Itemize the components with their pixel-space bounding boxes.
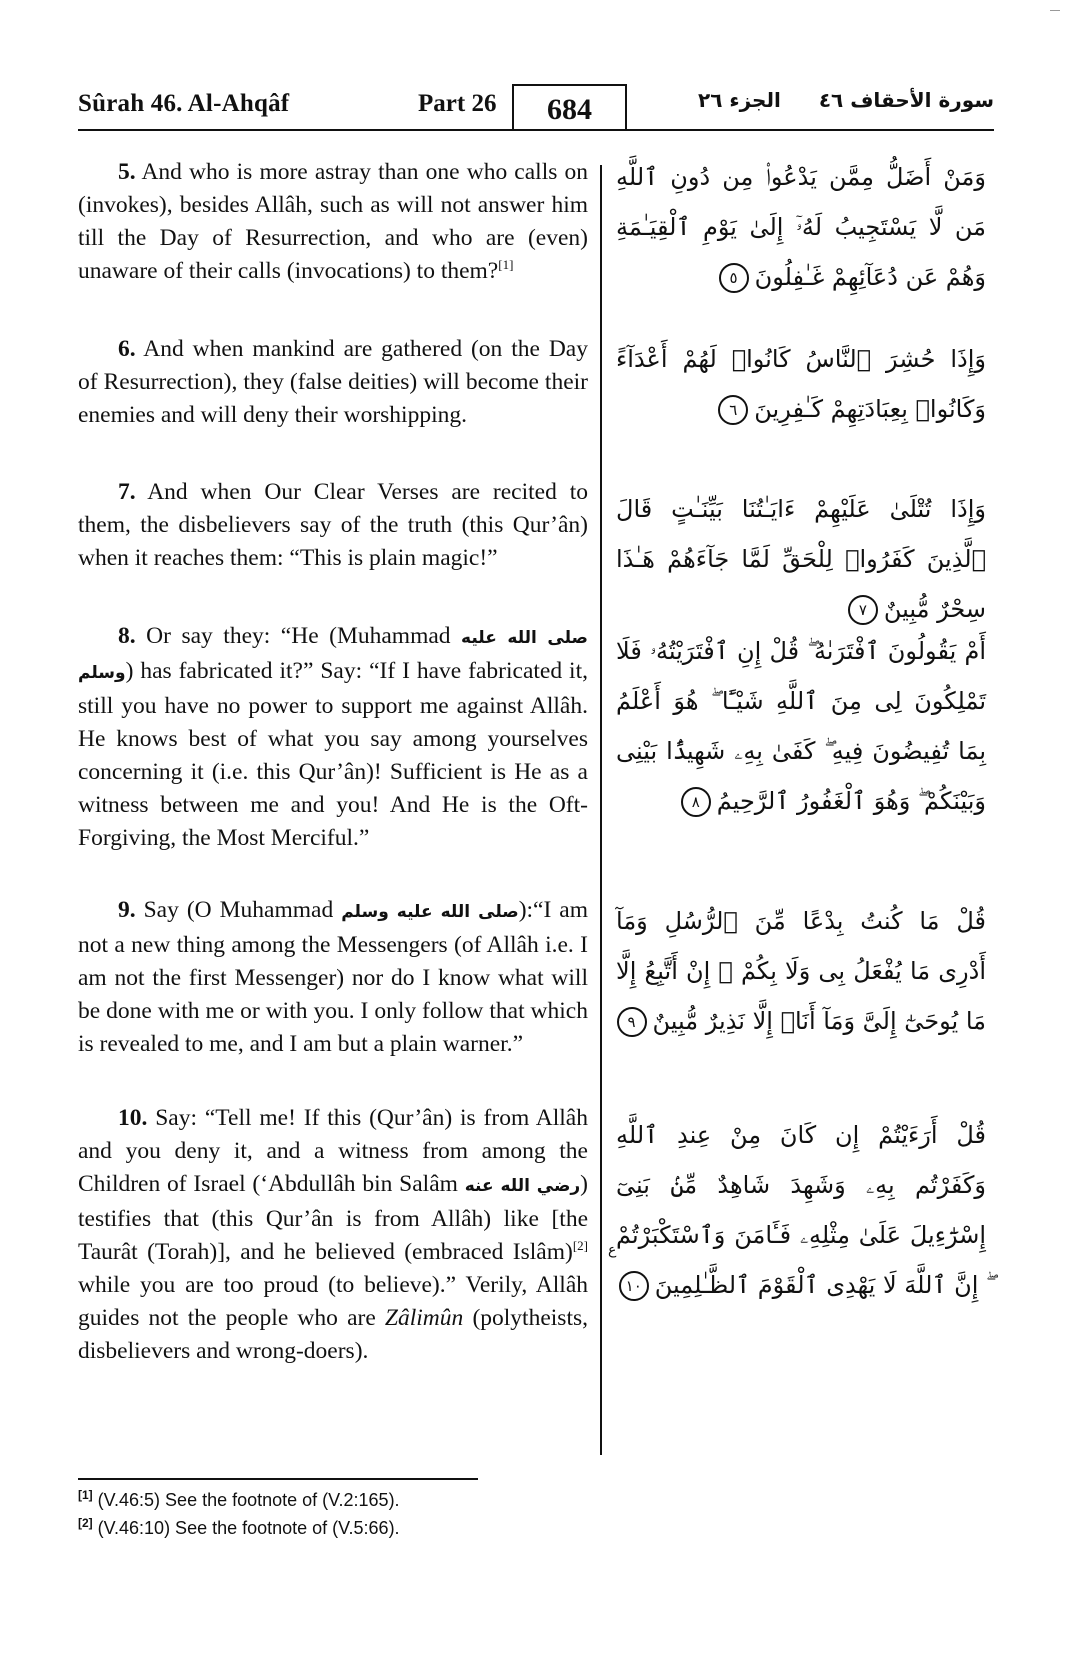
- surah-title-ar: سورة الأحقاف ٤٦: [818, 88, 994, 112]
- ayah-number-marker: ٦: [718, 395, 748, 425]
- verse-en-8: [78, 620, 588, 855]
- verse-en-6: [78, 333, 588, 432]
- footnote-text: (V.46:5) See the footnote of (V.2:165).: [92, 1490, 400, 1510]
- verse-text: ) testifies that (this Qur’ân is from Allâh) like [the Taurât (Torah)], and he believed (embraced Islâm): [78, 1171, 588, 1265]
- verse-text: (polytheists, disbelievers and wrong-doers).: [78, 1305, 588, 1364]
- footnote-marker: [1]: [78, 1488, 93, 1502]
- ayah-number-marker: ٨: [681, 787, 711, 817]
- verse-text: And when mankind are gathered (on the Day of Resurrection), they (false deities) will become their enemies and will deny their worshipping.: [78, 336, 588, 428]
- footnote-1: [78, 1488, 678, 1512]
- footnote-2: [78, 1516, 678, 1540]
- verse-text: Say: “Tell me! If this (Qur’ân) is from Allâh and you deny it, and a witness from among the Children of Israel (‘Abdullâh bin Salâm: [78, 1105, 588, 1197]
- verse-ar-9: [616, 896, 986, 1046]
- footnote-ref[interactable]: [2]: [572, 1238, 588, 1254]
- salutation: رضي الله عنه: [464, 1176, 581, 1196]
- verse-en-7: [78, 476, 588, 575]
- verse-text: And who is more astray than one who calls on (invokes), besides Allâh, such as will not answer him till the Day of Resurrection, and who are (even) unaware of their calls (invocations) to them?: [78, 159, 588, 284]
- arabic-text: قُلْ مَا كُنتُ بِدْعًا مِّنَ ٱلرُّسُلِ وَمَآ أَدْرِى مَا يُفْعَلُ بِى وَلَا بِكُمْ ۖ إِنْ أَتَّبِعُ إِلَّا مَا يُوحَىٰٓ إِلَىَّ وَمَآ أَنَا۠ إِلَّا نَذِيرٌ مُّبِينٌ: [616, 907, 986, 1035]
- arabic-text: وَإِذَا تُتْلَىٰ عَلَيْهِمْ ءَايَـٰتُنَا بَيِّنَـٰتٍ قَالَ ٱلَّذِينَ كَفَرُوا۟ لِلْحَقِّ لَمَّا جَآءَهُمْ هَـٰذَا سِحْرٌ مُّبِينٌ: [616, 495, 986, 623]
- part-label-en: Part 26: [418, 90, 497, 117]
- footnote-text: (V.46:10) See the footnote of (V.5:66).: [92, 1518, 400, 1538]
- verse-ar-5: [616, 152, 986, 302]
- surah-title-en: Sûrah 46. Al-Ahqâf: [78, 90, 290, 117]
- arabic-text: وَمَنْ أَضَلُّ مِمَّن يَدْعُوا۟ مِن دُونِ ٱللَّهِ مَن لَّا يَسْتَجِيبُ لَهُۥٓ إِلَىٰ يَوْمِ ٱلْقِيَـٰمَةِ وَهُمْ عَن دُعَآئِهِمْ غَـٰفِلُونَ: [616, 163, 986, 291]
- salutation: صلى الله عليه وسلم: [78, 628, 588, 683]
- arabic-text: أَمْ يَقُولُونَ ٱفْتَرَىٰهُ ۖ قُلْ إِنِ ٱفْتَرَيْتُهُۥ فَلَا تَمْلِكُونَ لِى مِنَ ٱللَّهِ شَيْـًٔا ۖ هُوَ أَعْلَمُ بِمَا تُفِيضُونَ فِيهِ ۖ كَفَىٰ بِهِۦ شَهِيدًۢا بَيْنِى وَبَيْنَكُمْ ۖ وَهُوَ ٱلْغَفُورُ ٱلرَّحِيمُ: [616, 637, 986, 815]
- verse-text: ):“I am not a new thing among the Messengers (of Allâh i.e. I am not the first Messenger) nor do I know what will be done with me or with you. I only follow that which is revealed to me, and I am but a plain warner.”: [78, 897, 588, 1057]
- arabic-text: قُلْ أَرَءَيْتُمْ إِن كَانَ مِنْ عِندِ ٱللَّهِ وَكَفَرْتُم بِهِۦ وَشَهِدَ شَاهِدٌ مِّنۢ بَنِىٓ إِسْرَٰٓءِيلَ عَلَىٰ مِثْلِهِۦ فَـَٔامَنَ وَٱسْتَكْبَرْتُمْ ۖ إِنَّ ٱللَّهَ لَا يَهْدِى ٱلْقَوْمَ ٱلظَّـٰلِمِينَ: [616, 1121, 986, 1299]
- verse-number: 8.: [118, 623, 136, 649]
- verse-text: Or say they: “He (Muhammad: [135, 623, 462, 649]
- footnote-marker: [2]: [78, 1516, 93, 1530]
- verse-ar-6: [616, 334, 986, 434]
- arabic-text: وَإِذَا حُشِرَ ٱلنَّاسُ كَانُوا۟ لَهُمْ أَعْدَآءً وَكَانُوا۟ بِعِبَادَتِهِمْ كَـٰفِرِينَ: [616, 345, 986, 423]
- verse-number: 5.: [118, 159, 136, 185]
- column-divider: [600, 165, 602, 1455]
- verse-ar-10: [616, 1110, 986, 1310]
- corner-mark: [1050, 10, 1060, 11]
- footnote-rule: [78, 1478, 478, 1480]
- verse-ar-7: [616, 484, 986, 634]
- page-header: [78, 84, 994, 132]
- verse-en-10: [78, 1102, 588, 1368]
- ruku-mark: ع: [608, 1242, 617, 1258]
- verse-en-9: [78, 894, 588, 1061]
- verse-text: while you are too proud (to believe).” Verily, Allâh guides not the people who are: [78, 1272, 588, 1331]
- ayah-number-marker: ٧: [848, 595, 878, 625]
- part-label-ar: الجزء ٢٦: [698, 88, 781, 112]
- verse-number: 9.: [118, 897, 136, 923]
- salutation: صلى الله عليه وسلم: [341, 902, 519, 922]
- page-number: 684: [512, 84, 627, 130]
- verse-en-5: [78, 156, 588, 288]
- verse-ar-8: [616, 626, 986, 826]
- header-rule: [78, 129, 994, 131]
- verse-text: Say (O Muhammad: [135, 897, 342, 923]
- verse-number: 7.: [118, 479, 136, 505]
- ayah-number-marker: ١٠: [619, 1271, 649, 1301]
- verse-text: ) has fabricated it?” Say: “If I have fabricated it, still you have no power to support me against Allâh. He knows best of what you say among yourselves concerning it (i.e. this Qur’ân)! Sufficient is He as a witness between me and you! And He is the Oft-Forgiving, the Most Merciful.”: [78, 658, 588, 851]
- footnote-ref[interactable]: [1]: [498, 257, 514, 273]
- ayah-number-marker: ٩: [617, 1007, 647, 1037]
- term-italic: Zâlimûn: [384, 1305, 464, 1331]
- verse-number: 10.: [118, 1105, 148, 1131]
- verse-number: 6.: [118, 336, 136, 362]
- ayah-number-marker: ٥: [719, 263, 749, 293]
- verse-text: And when Our Clear Verses are recited to them, the disbelievers say of the truth (this Qur’ân) when it reaches them: “This is plain magic!”: [78, 479, 588, 571]
